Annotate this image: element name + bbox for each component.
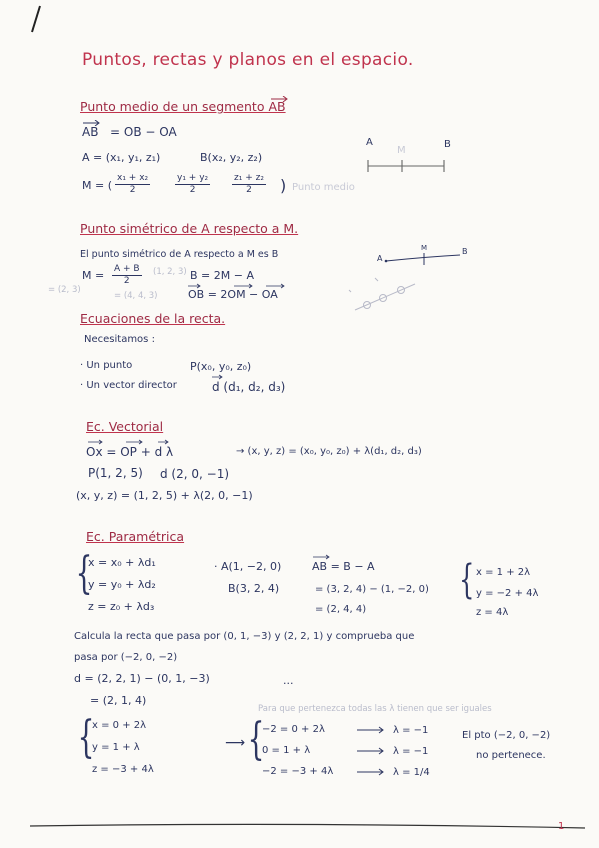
- check-eq-z: −2 = −3 + 4λ: [262, 766, 334, 777]
- param-result-z: z = 4λ: [476, 607, 509, 618]
- vec-ab-label: AB: [82, 125, 99, 139]
- param-eq-x: x = x₀ + λd₁: [88, 556, 156, 569]
- task-line-2: pasa por (−2, 0, −2): [74, 652, 178, 663]
- bottom-rule: [0, 818, 599, 834]
- ghost-text: (1, 2, 3): [153, 267, 187, 277]
- system-brace: {: [77, 712, 95, 763]
- vector-arrow-mark: [82, 120, 102, 126]
- frac-den: 2: [129, 185, 136, 195]
- lambda-result-3: λ = 1/4: [393, 767, 430, 778]
- pen-stroke-mark: [14, 4, 44, 34]
- direction-calc: d = (2, 2, 1) − (0, 1, −3): [74, 672, 210, 685]
- m-equation-frac: [112, 265, 142, 286]
- frac-num: A + B: [114, 264, 140, 274]
- fig-label-m: M: [397, 145, 406, 156]
- heading-symmetric: Punto simétrico de A respecto a M.: [80, 221, 299, 236]
- vector-point-p: P(1, 2, 5): [88, 466, 143, 480]
- frac-den: 2: [123, 276, 130, 286]
- frac-num: z₁ + z₂: [234, 173, 264, 183]
- system-brace: {: [459, 557, 475, 603]
- frac-den: 2: [189, 185, 196, 195]
- param-result-x: x = 1 + 2λ: [476, 567, 531, 578]
- ellipsis: ...: [283, 674, 294, 687]
- direction-result: = (2, 1, 4): [90, 694, 147, 707]
- param-point-b: B(3, 2, 4): [228, 582, 280, 595]
- heading-parametric: Ec. Paramétrica: [86, 529, 185, 544]
- result-arrows: [355, 726, 389, 776]
- vector-eq-rhs: → (x, y, z) = (x₀, y₀, z₀) + λ(d₁, d₂, d₃): [236, 446, 422, 457]
- param-ab-eq: AB = B − A: [312, 560, 375, 573]
- frac-den: 2: [246, 185, 252, 195]
- midpoint-frac-x: [115, 174, 150, 195]
- param-point-a: · A(1, −2, 0): [214, 560, 282, 573]
- param-eq-y: y = y₀ + λd₂: [88, 578, 156, 591]
- vector-direction-d: d (2, 0, −1): [160, 467, 230, 481]
- fig-label-a: A: [377, 254, 383, 263]
- param-eq-z: z = z₀ + λd₃: [88, 600, 155, 613]
- bullet-vector-label: · Un vector director: [80, 380, 177, 391]
- ghost-text: = (4, 4, 3): [114, 291, 158, 301]
- midpoint-close: ): [280, 176, 287, 195]
- conclusion-line-1: El pto (−2, 0, −2): [462, 730, 551, 741]
- substitution-arrow: ⟶: [225, 735, 246, 751]
- heading-line-equations: Ecuaciones de la recta.: [80, 311, 226, 326]
- vector-eq-example: (x, y, z) = (1, 2, 5) + λ(2, 0, −1): [76, 489, 253, 502]
- heading-vector-eq: Ec. Vectorial: [86, 419, 164, 434]
- param-step1: = (3, 2, 4) − (1, −2, 0): [315, 584, 429, 595]
- param-step2: = (2, 4, 4): [315, 604, 367, 615]
- vector-arrow-mark: [270, 96, 290, 102]
- faint-3d-sketch: [345, 272, 425, 320]
- symmetric-sentence: El punto simétrico de A respecto a M es B: [80, 249, 279, 260]
- vector-eq-main: Ox = OP + d λ: [86, 445, 174, 459]
- task-line-1: Calcula la recta que pasa por (0, 1, −3) y (2, 2, 1) y comprueba que: [74, 631, 415, 642]
- belonging-note: Para que pertenezca todas las λ tienen que ser iguales: [258, 704, 492, 714]
- param-result-y: y = −2 + 4λ: [476, 588, 539, 599]
- heading-midpoint: Punto medio de un segmento AB: [80, 99, 286, 114]
- point-a-def: A = (x₁, y₁, z₁): [82, 151, 161, 164]
- vector-arrows-mark: [186, 283, 296, 290]
- symmetric-line-figure: [380, 248, 470, 270]
- page-number: 1: [558, 821, 565, 832]
- midpoint-segment-figure: [362, 150, 462, 180]
- line-eq-x: x = 0 + 2λ: [92, 720, 147, 731]
- m-equation-label: M =: [82, 269, 105, 282]
- point-b-def: B(x₂, y₂, z₂): [200, 151, 263, 164]
- fig-label-b: B: [462, 247, 468, 256]
- vector-arrow-mark: [211, 374, 225, 380]
- fig-label-a: A: [366, 137, 373, 148]
- frac-num: x₁ + x₂: [117, 173, 149, 183]
- needed-label: Necesitamos :: [84, 334, 155, 345]
- page-title: Puntos, rectas y planos en el espacio.: [82, 50, 414, 70]
- lambda-result-2: λ = −1: [393, 746, 429, 757]
- ghost-text: = (2, 3): [48, 285, 81, 295]
- bullet-vector-value: d (d₁, d₂, d₃): [212, 380, 286, 394]
- fig-label-b: B: [444, 139, 451, 150]
- midpoint-note: Punto medio: [292, 182, 355, 193]
- vector-arrows-mark: [86, 439, 236, 446]
- midpoint-open: M = (: [82, 179, 112, 192]
- vec-ab-equation: = OB − OA: [110, 125, 177, 139]
- vector-arrow-mark: [312, 554, 334, 560]
- ob-equation: OB = 2OM − OA: [188, 288, 278, 301]
- line-eq-z: z = −3 + 4λ: [92, 764, 154, 775]
- conclusion-line-2: no pertenece.: [476, 750, 546, 761]
- system-brace: {: [247, 714, 265, 765]
- lambda-result-1: λ = −1: [393, 725, 429, 736]
- check-eq-y: 0 = 1 + λ: [262, 745, 311, 756]
- system-brace: {: [75, 548, 93, 599]
- b-equation: B = 2M − A: [190, 269, 254, 282]
- frac-num: y₁ + y₂: [177, 173, 209, 183]
- fig-label-m: M: [421, 244, 428, 252]
- check-eq-x: −2 = 0 + 2λ: [262, 724, 325, 735]
- bullet-point-value: P(x₀, y₀, z₀): [190, 360, 252, 373]
- bullet-point-label: · Un punto: [80, 360, 133, 371]
- line-eq-y: y = 1 + λ: [92, 742, 140, 753]
- midpoint-frac-y: [175, 174, 210, 195]
- midpoint-frac-z: [232, 174, 266, 195]
